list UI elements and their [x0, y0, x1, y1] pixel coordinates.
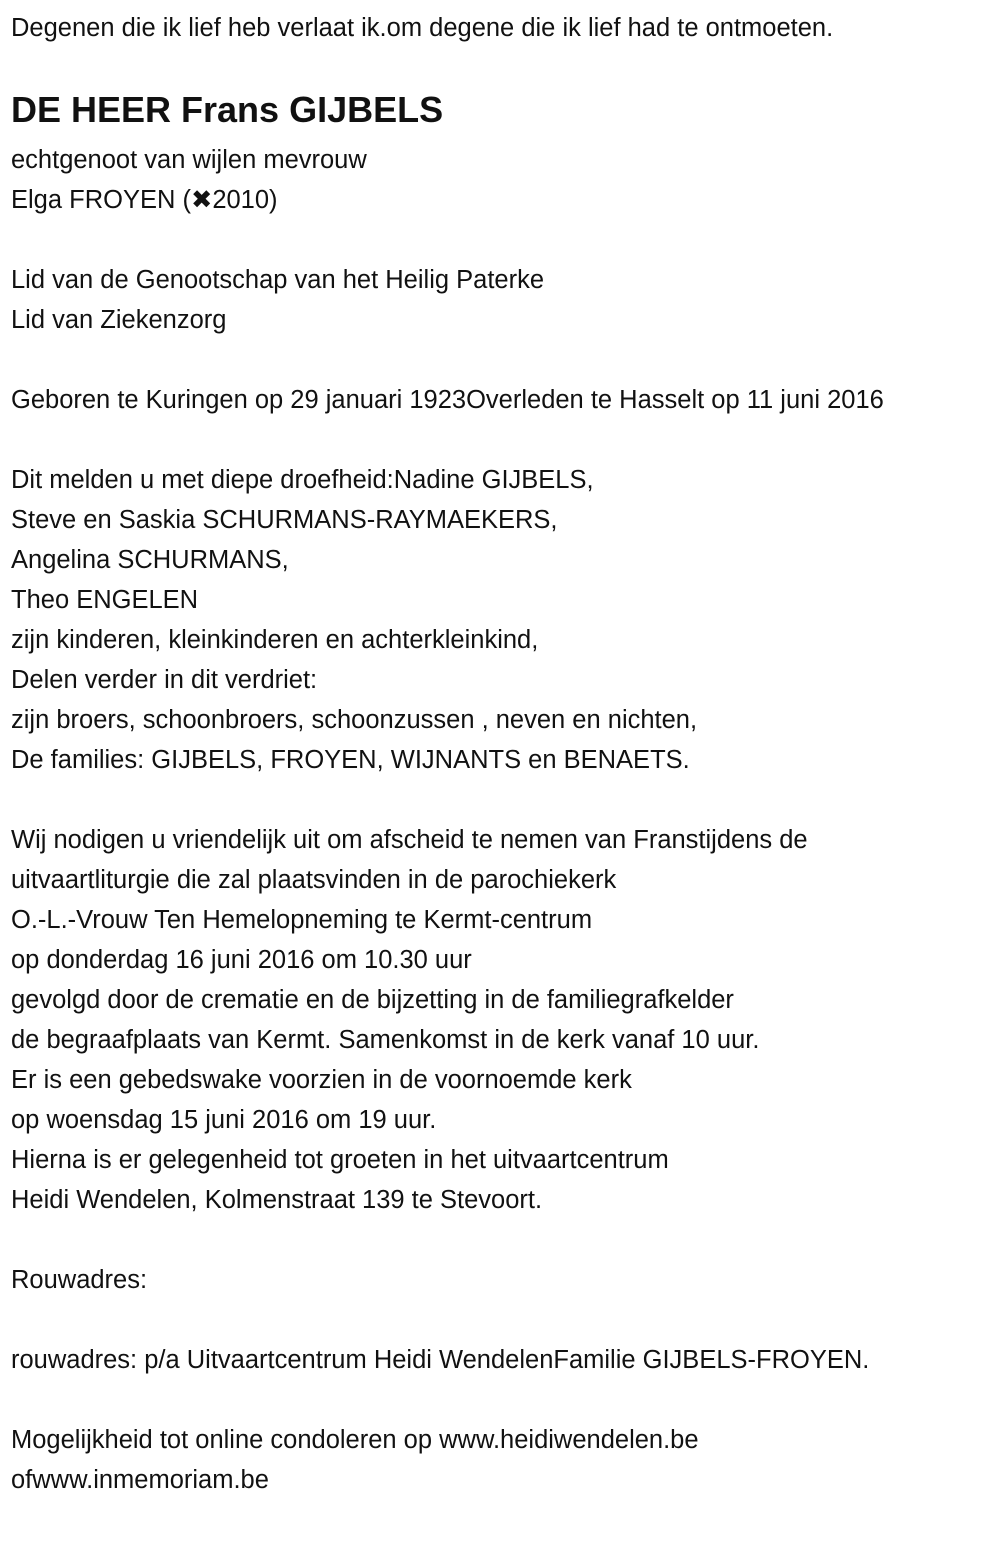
text-line: Geboren te Kuringen op 29 januari 1923Overleden te Hasselt op 11 juni 2016	[11, 386, 884, 414]
text-line: rouwadres: p/a Uitvaartcentrum Heidi WendelenFamilie GIJBELS-FROYEN.	[11, 1346, 870, 1374]
funeral-details-paragraph	[11, 820, 1000, 1220]
text-line: Rouwadres:	[11, 1266, 148, 1294]
text-line: De families: GIJBELS, FROYEN, WIJNANTS en BENAETS.	[11, 746, 690, 774]
text-line: op woensdag 15 juni 2016 om 19 uur.	[11, 1106, 437, 1134]
memberships-paragraph	[11, 260, 1000, 340]
text-line: de begraafplaats van Kermt. Samenkomst in de kerk vanaf 10 uur.	[11, 1026, 760, 1054]
text-line: op donderdag 16 juni 2016 om 10.30 uur	[11, 946, 472, 974]
text-line: Heidi Wendelen, Kolmenstraat 139 te Stevoort.	[11, 1186, 543, 1214]
text-line: gevolgd door de crematie en de bijzetting in de familiegrafkelder	[11, 986, 734, 1014]
text-line: echtgenoot van wijlen mevrouw	[11, 146, 367, 174]
spouse-paragraph	[11, 140, 1000, 220]
deceased-name-title: DE HEER Frans GIJBELS	[11, 89, 444, 130]
text-line: Mogelijkheid tot online condoleren op www.heidiwendelen.be	[11, 1426, 699, 1454]
text-line: Wij nodigen u vriendelijk uit om afscheid te nemen van Franstijdens de	[11, 826, 808, 854]
text-line: Angelina SCHURMANS,	[11, 546, 289, 574]
text-line: zijn kinderen, kleinkinderen en achterkleinkind,	[11, 626, 539, 654]
motto-paragraph	[11, 8, 1000, 48]
family-announcement-paragraph	[11, 460, 1000, 780]
text-line: Dit melden u met diepe droefheid:Nadine GIJBELS,	[11, 466, 594, 494]
text-line: Elga FROYEN (✖2010)	[11, 186, 278, 214]
text-line: O.-L.-Vrouw Ten Hemelopneming te Kermt-centrum	[11, 906, 593, 934]
text-line: ofwww.inmemoriam.be	[11, 1466, 269, 1494]
condolences-paragraph	[11, 1420, 1000, 1500]
text-line: Delen verder in dit verdriet:	[11, 666, 318, 694]
text-line: Er is een gebedswake voorzien in de voornoemde kerk	[11, 1066, 632, 1094]
text-line: uitvaartliturgie die zal plaatsvinden in de parochiekerk	[11, 866, 617, 894]
address-heading-paragraph	[11, 1260, 1000, 1300]
birth-death-paragraph	[11, 380, 1000, 420]
text-line: Theo ENGELEN	[11, 586, 199, 614]
text-line: Steve en Saskia SCHURMANS-RAYMAEKERS,	[11, 506, 558, 534]
motto: Degenen die ik lief heb verlaat ik.om degene die ik lief had te ontmoeten.	[11, 14, 834, 42]
address-paragraph	[11, 1340, 1000, 1380]
text-line: Hierna is er gelegenheid tot groeten in het uitvaartcentrum	[11, 1146, 669, 1174]
text-line: Lid van Ziekenzorg	[11, 306, 227, 334]
text-line: Lid van de Genootschap van het Heilig Paterke	[11, 266, 545, 294]
text-line: zijn broers, schoonbroers, schoonzussen , neven en nichten,	[11, 706, 698, 734]
